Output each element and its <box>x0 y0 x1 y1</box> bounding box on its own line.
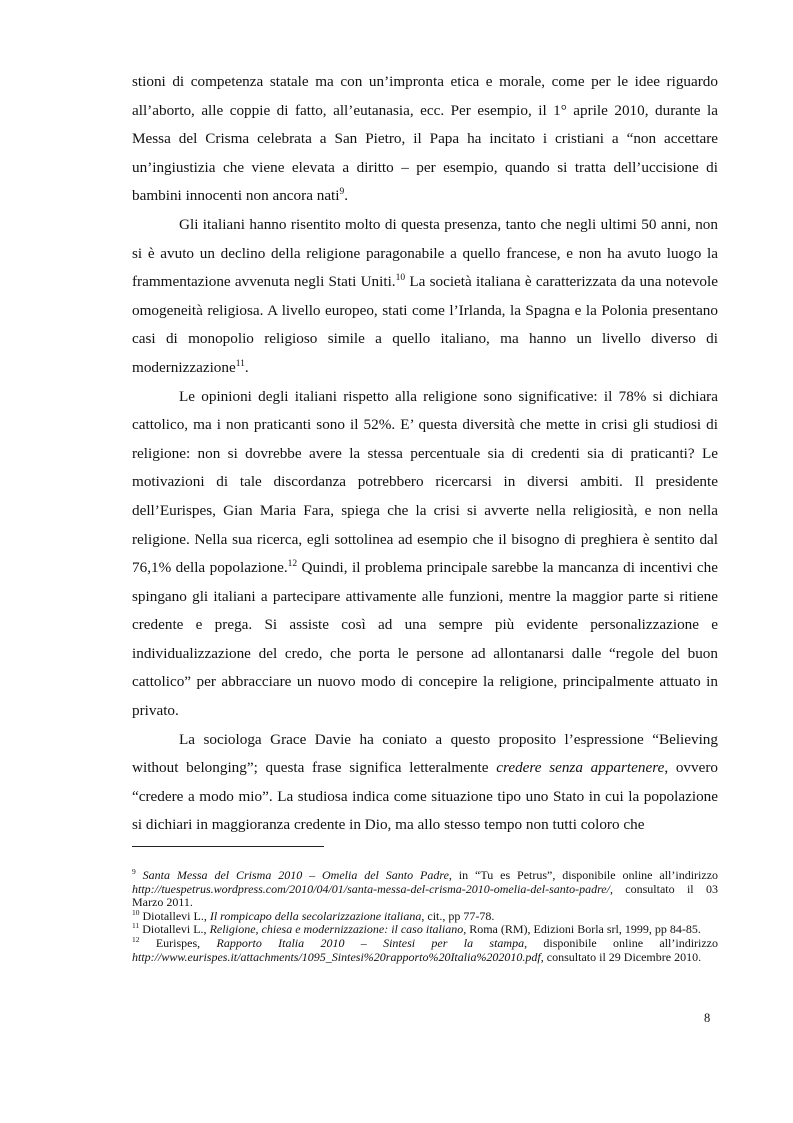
footnotes <box>132 869 718 964</box>
text-segment: , ovvero “credere a modo mio”. La studiosa indica come situazione tipo uno Stato in cui la popolazione si dichiari in maggioranza credente in Dio, ma allo stesso tempo non tutti coloro che <box>132 759 719 834</box>
footnote-number: 10 <box>132 907 140 917</box>
paragraph <box>132 211 718 383</box>
citation-title: Rapporto Italia 2010 – Sintesi per la stampa <box>216 935 525 950</box>
citation-title: Il rompicapo della secolarizzazione italiana <box>209 908 422 923</box>
text-segment: Roma (RM), Edizioni Borla srl, 1999, pp 84-85. <box>466 922 701 937</box>
paragraph <box>132 383 718 726</box>
footnote-ref[interactable]: 9 <box>339 187 345 198</box>
footnote-number: 12 <box>132 934 140 944</box>
text-segment: . <box>244 358 249 376</box>
text-segment: stioni di competenza statale ma con un’impronta etica e morale, come per le idee riguardo all’aborto, alle coppie di fatto, all’eutanasia, ecc. Per esempio, il 1° aprile 2010, durante la Messa del Crisma celebrata a San Pietro, il Papa ha incitato i cristiani a “non accettare un’ingiustizia che viene elevata a diritto – per esempio, quando si tratta dell’uccisione di bambini innocenti non ancora nati <box>132 73 718 205</box>
body-text <box>132 68 718 840</box>
emphasis-text: credere senza appartenere <box>496 759 665 777</box>
text-segment: , consultato il 29 Dicembre 2010. <box>540 949 702 964</box>
text-segment: , cit., pp 77-78. <box>421 908 495 923</box>
footnote <box>132 934 719 964</box>
text-segment: La sociologa Grace Davie ha coniato a questo proposito l’espressione “Believing without belonging”; questa frase significa letteralmente <box>132 730 718 777</box>
text-segment: , disponibile online all’indirizzo <box>524 935 719 950</box>
text-segment: consultato il 03 Marzo 2011. <box>132 881 718 910</box>
text-segment: Eurispes, <box>139 935 217 950</box>
citation-url[interactable]: http://tuespetrus.wordpress.com/2010/04/01/santa-messa-del-crisma-2010-omelia-del-santo-padre/, <box>132 881 613 896</box>
text-segment: La società italiana è caratterizzata da una notevole omogeneità religiosa. A livello europeo, stati come l’Irlanda, la Spagna e la Polonia presentano casi di monopolio religioso simile a quello italiano, ma hanno un livello diverso di modernizzazione <box>132 273 718 376</box>
text-segment: Diotallevi L., <box>139 922 210 937</box>
footnote-separator <box>132 846 324 847</box>
footnote-number: 11 <box>132 921 140 931</box>
footnote-ref[interactable]: 11 <box>235 358 245 369</box>
footnote <box>132 869 718 910</box>
citation-title: Religione, chiesa e modernizzazione: il caso italiano, <box>209 922 467 937</box>
text-segment: . <box>344 187 349 205</box>
text-segment <box>136 868 143 882</box>
paragraph <box>132 726 718 840</box>
text-segment: Quindi, il problema principale sarebbe la mancanza di incentivi che spingano gli italiani a partecipare attivamente alle funzioni, mentre la maggior parte si ritiene credente e prega. Si assiste così ad una sempre più evidente personalizzazione e individualizzazione del credo, che porta le persone ad allontanarsi dalle “regole del buon cattolico” per abbracciare un nuovo modo di concepire la religione, principalmente attuato in privato. <box>132 559 718 720</box>
text-segment: , in “Tu es Petrus”, disponibile online all’indirizzo <box>448 868 719 882</box>
citation-url[interactable]: http://www.eurispes.it/attachments/1095_Sintesi%20rapporto%20Italia%202010.pdf <box>132 949 541 964</box>
page-number: 8 <box>704 1011 711 1025</box>
footnote-ref[interactable]: 12 <box>287 559 298 570</box>
citation-title: Santa Messa del Crisma 2010 – Omelia del Santo Padre <box>142 868 449 882</box>
text-segment: Gli italiani hanno risentito molto di questa presenza, tanto che negli ultimi 50 anni, non si è avuto un declino della religione paragonabile a quello francese, e non ha avuto luogo la frammentazione avvenuta negli Stati Uniti. <box>132 215 718 291</box>
footnote-ref[interactable]: 10 <box>395 273 406 284</box>
footnote-number: 9 <box>132 867 136 876</box>
text-segment: Diotallevi L., <box>139 908 210 923</box>
footnote <box>132 923 718 937</box>
text-segment: Le opinioni degli italiani rispetto alla religione sono significative: il 78% si dichiara cattolico, ma i non praticanti sono il 52%. E’ questa diversità che mette in crisi gli studiosi di religione: non si dovrebbe avere la stessa percentuale sia di credenti sia di praticanti? Le motivazioni di tale discordanza potrebbero ricercarsi in diversi ambiti. Il presidente dell’Eurispes, Gian Maria Fara, spiega che la crisi si avverte nella religiosità, e non nella religione. Nella sua ricerca, egli sottolinea ad esempio che il bisogno di preghiera è sentito dal 76,1% della popolazione. <box>132 387 718 577</box>
paragraph <box>132 68 718 211</box>
